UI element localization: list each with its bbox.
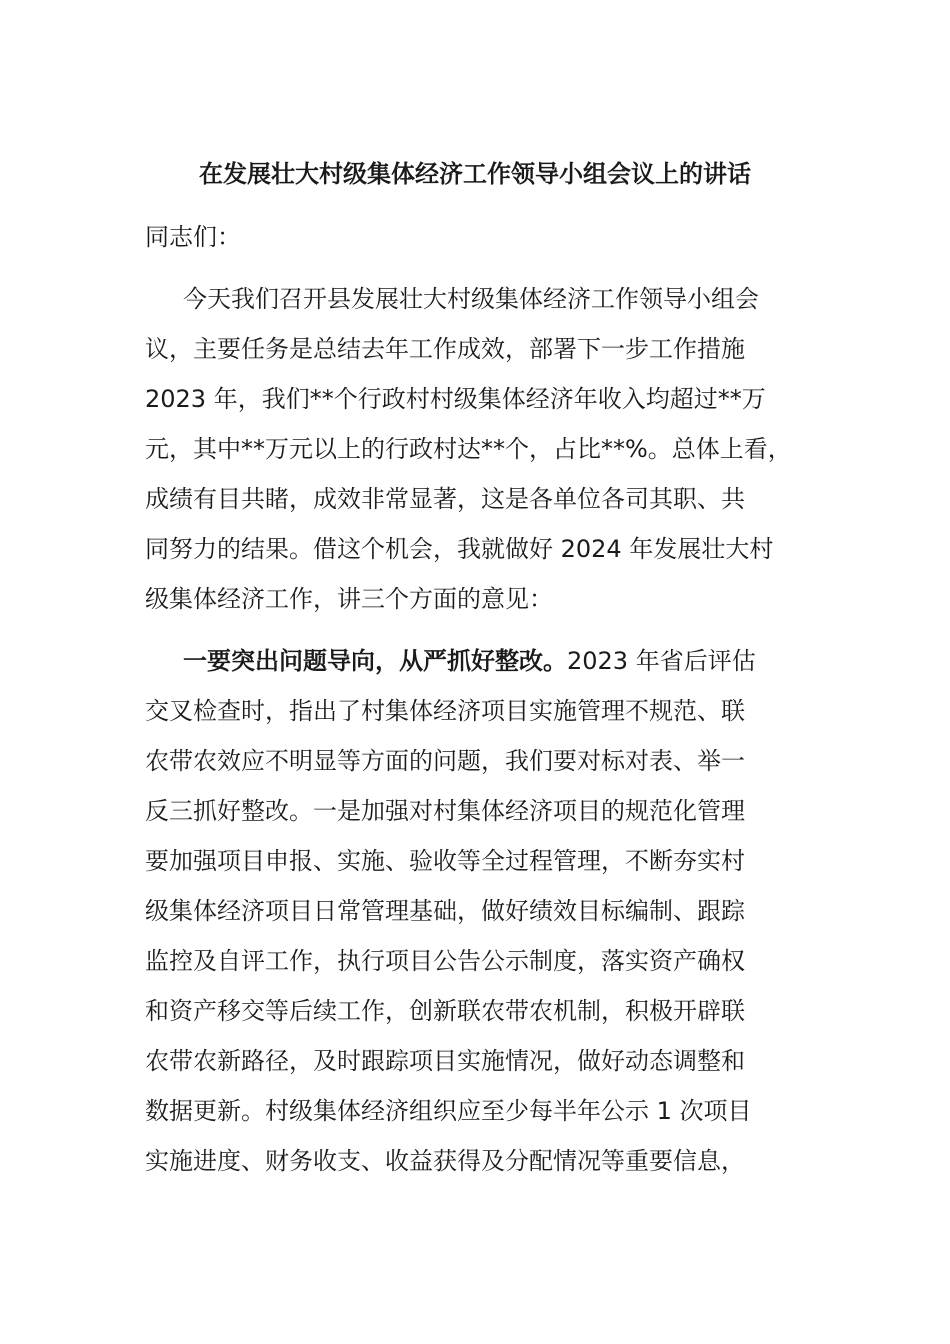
paragraph-line: 2023 年，我们**个行政村村级集体经济年收入均超过**万 [145, 385, 766, 413]
paragraph-line: 议，主要任务是总结去年工作成效，部署下一步工作措施 [145, 335, 745, 363]
paragraph-line: 元，其中**万元以上的行政村达**个，占比**%。总体上看， [145, 435, 792, 463]
paragraph-line [183, 643, 756, 679]
paragraph-line: 实施进度、财务收支、收益获得及分配情况等重要信息， [145, 1147, 745, 1175]
document-title: 在发展壮大村级集体经济工作领导小组会议上的讲话 [199, 160, 751, 188]
paragraph-line: 数据更新。村级集体经济组织应至少每半年公示 1 次项目 [145, 1097, 752, 1125]
paragraph-line: 今天我们召开县发展壮大村级集体经济工作领导小组会 [183, 285, 759, 313]
paragraph-line: 成绩有目共睹，成效非常显著，这是各单位各司其职、共 [145, 485, 745, 513]
paragraph-line: 交叉检查时，指出了村集体经济项目实施管理不规范、联 [145, 697, 745, 725]
paragraph-text: 2023 年省后评估 [567, 647, 756, 675]
paragraph-line: 反三抓好整改。一是加强对村集体经济项目的规范化管理 [145, 797, 745, 825]
paragraph-line: 级集体经济项目日常管理基础，做好绩效目标编制、跟踪 [145, 897, 745, 925]
paragraph-line: 农带农效应不明显等方面的问题，我们要对标对表、举一 [145, 747, 745, 775]
salutation: 同志们： [145, 223, 241, 251]
paragraph-line: 级集体经济工作，讲三个方面的意见： [145, 585, 553, 613]
section-heading: 一要突出问题导向，从严抓好整改。 [183, 647, 567, 675]
paragraph-line: 监控及自评工作，执行项目公告公示制度，落实资产确权 [145, 947, 745, 975]
paragraph-line: 和资产移交等后续工作，创新联农带农机制，积极开辟联 [145, 997, 745, 1025]
paragraph-line: 同努力的结果。借这个机会，我就做好 2024 年发展壮大村 [145, 535, 774, 563]
paragraph-line: 农带农新路径，及时跟踪项目实施情况，做好动态调整和 [145, 1047, 745, 1075]
paragraph-line: 要加强项目申报、实施、验收等全过程管理，不断夯实村 [145, 847, 745, 875]
